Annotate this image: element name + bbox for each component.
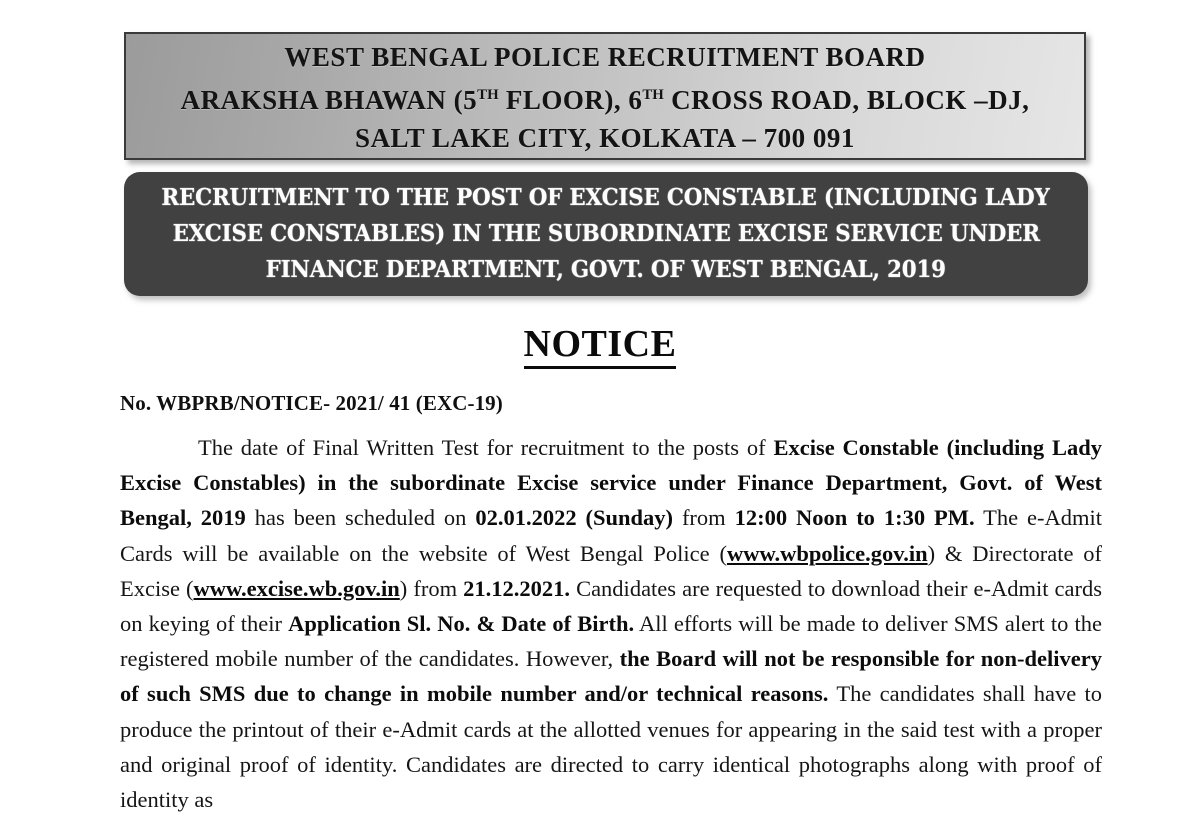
header-line-1: WEST BENGAL POLICE RECRUITMENT BOARD: [284, 41, 926, 72]
body-emphasis: 21.12.2021.: [463, 575, 571, 601]
body-text-run: ) & Directorate of Excise (: [120, 540, 1103, 601]
header-line-2-superscript-2: TH: [642, 86, 664, 103]
body-emphasis: 12:00 Noon to 1:30 PM.: [734, 505, 975, 531]
banner-line-3: FINANCE DEPARTMENT, GOVT. OF WEST BENGAL, 2019: [265, 256, 947, 283]
page-title: [0, 322, 1200, 366]
header-line-2-part2: FLOOR), 6: [498, 84, 643, 115]
body-text-run: All efforts will be made to deliver SMS alert to the registered mobile number of the candidates. However,: [120, 611, 1103, 672]
website-link[interactable]: www.wbpolice.gov.in: [726, 540, 928, 566]
body-text-run: ) from: [399, 575, 464, 601]
header-line-2-superscript-1: TH: [477, 86, 499, 103]
body-text-run: from: [673, 505, 735, 531]
body-text-run: The e-Admit Cards will be available on the website of West Bengal Police (: [120, 505, 1102, 566]
header-line-3: SALT LAKE CITY, KOLKATA – 700 091: [355, 122, 855, 153]
body-emphasis: Excise Constable (including Lady Excise Constables) in the subordinate Excise service under Finance Department, Govt. of West Bengal, 2019: [120, 435, 1102, 531]
header-line-2-part1: ARAKSHA BHAWAN (5: [180, 84, 478, 115]
header-line-2-part3: CROSS ROAD, BLOCK –DJ,: [663, 84, 1030, 115]
body-text-run: has been scheduled on: [245, 505, 476, 531]
body-emphasis: Application Sl. No. & Date of Birth.: [288, 611, 635, 637]
body-emphasis: the Board will not be responsible for non-delivery of such SMS due to change in mobile number and/or technical reasons.: [120, 646, 1102, 707]
reference-number: No. WBPRB/NOTICE- 2021/ 41 (EXC-19): [120, 391, 503, 415]
recruitment-title-banner: [124, 172, 1088, 296]
banner-line-1: RECRUITMENT TO THE POST OF EXCISE CONSTABLE (INCLUDING LADY: [161, 184, 1051, 211]
header-address-box: [124, 32, 1086, 160]
notice-body-paragraph: [120, 430, 1102, 817]
header-line-2: [181, 76, 1030, 119]
body-text-run: The date of Final Written Test for recruitment to the posts of: [198, 435, 774, 460]
body-text-run: The candidates shall have to produce the printout of their e-Admit cards at the allotted venues for appearing in the said test with a proper and original proof of identity. Candidates are directed to carry identical photographs along with proof of identity as: [120, 681, 1102, 813]
website-link[interactable]: www.excise.wb.gov.in: [193, 575, 400, 601]
body-emphasis: 02.01.2022 (Sunday): [475, 505, 674, 531]
banner-line-2: EXCISE CONSTABLES) IN THE SUBORDINATE EXCISE SERVICE UNDER: [172, 220, 1040, 247]
body-text-run: Candidates are requested to download their e-Admit cards on keying of their: [120, 575, 1103, 637]
page-title-text: NOTICE: [524, 323, 677, 369]
